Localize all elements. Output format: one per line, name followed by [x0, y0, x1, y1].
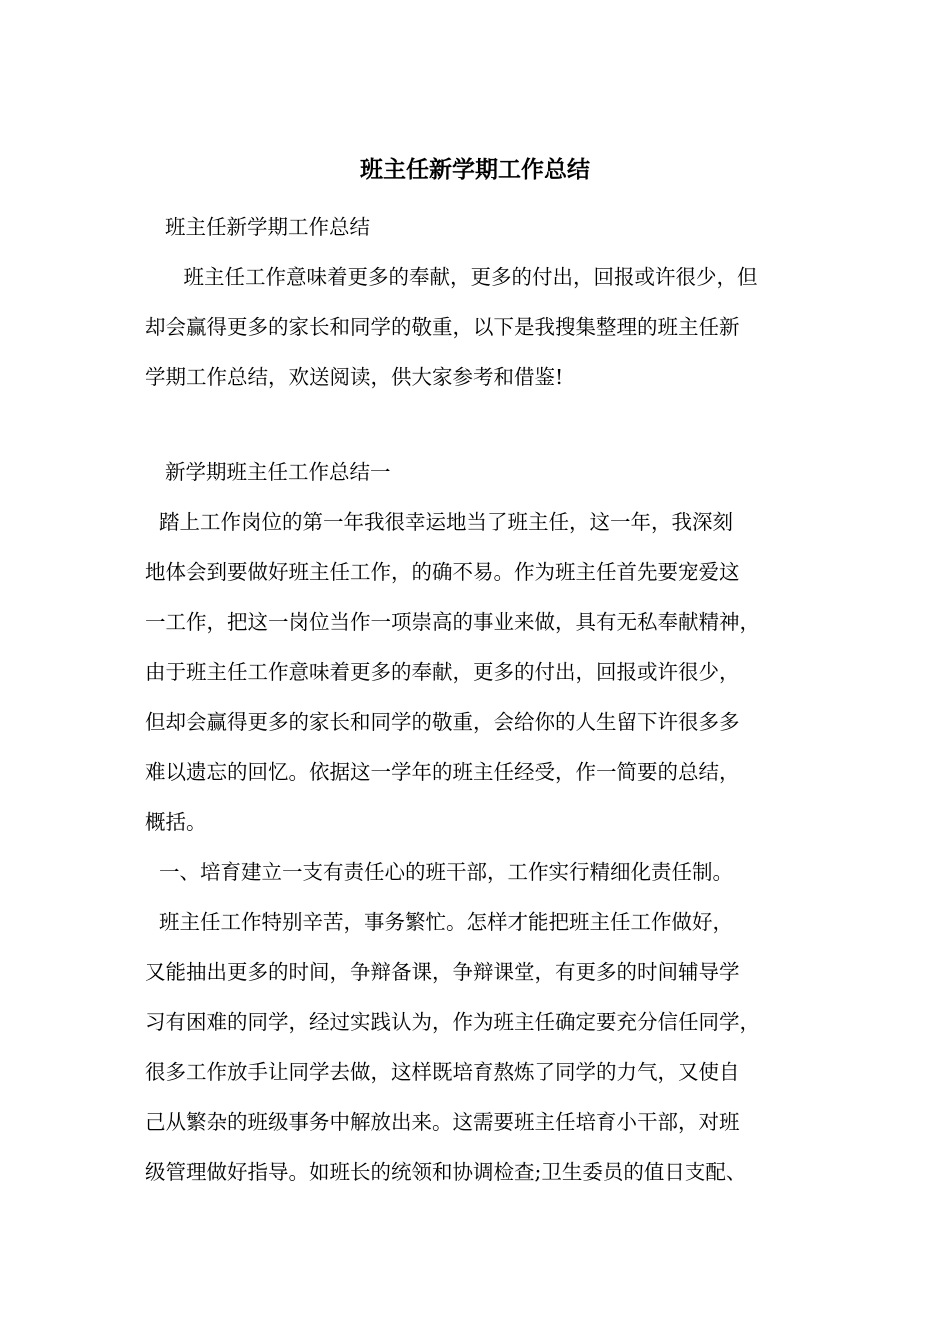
- section-line: 习有困难的同学，经过实践认为，作为班主任确定要充分信任同学，: [145, 1010, 760, 1034]
- section-line: 踏上工作岗位的第一年我很幸运地当了班主任，这一年，我深刻: [159, 510, 733, 534]
- section-line: 但却会赢得更多的家长和同学的敬重，会给你的人生留下许很多多: [145, 710, 740, 734]
- document-body-top: [145, 202, 825, 402]
- section-heading: 新学期班主任工作总结一: [165, 460, 391, 484]
- section-line: 很多工作放手让同学去做，这样既培育熬炼了同学的力气，又使自: [145, 1060, 740, 1084]
- section-subheading: 一、培育建立一支有责任心的班干部，工作实行精细化责任制。: [159, 860, 733, 884]
- section-line: 己从繁杂的班级事务中解放出来。这需要班主任培育小干部，对班: [145, 1110, 740, 1134]
- subtitle-line: 班主任新学期工作总结: [165, 215, 370, 239]
- section-line: 级管理做好指导。如班长的统领和协调检查;卫生委员的值日支配、: [145, 1160, 747, 1184]
- section-line: 班主任工作特别辛苦，事务繁忙。怎样才能把班主任工作做好，: [159, 910, 733, 934]
- section-line: 由于班主任工作意味着更多的奉献，更多的付出，回报或许很少，: [145, 660, 740, 684]
- document-title: 班主任新学期工作总结: [360, 156, 590, 183]
- section-line: 概括。: [145, 810, 207, 834]
- section-line: 一工作，把这一岗位当作一项崇高的事业来做，具有无私奉献精神，: [145, 610, 760, 634]
- section-line: 地体会到要做好班主任工作，的确不易。作为班主任首先要宠爱这: [145, 560, 740, 584]
- intro-line: 却会赢得更多的家长和同学的敬重，以下是我搜集整理的班主任新: [145, 315, 740, 339]
- intro-line: 学期工作总结，欢送阅读，供大家参考和借鉴!: [145, 365, 564, 389]
- document-body-section: [145, 447, 825, 1197]
- section-line: 难以遗忘的回忆。依据这一学年的班主任经受，作一简要的总结，: [145, 760, 740, 784]
- intro-line: 班主任工作意味着更多的奉献，更多的付出，回报或许很少，但: [163, 265, 758, 289]
- section-line: 又能抽出更多的时间，争辩备课，争辩课堂，有更多的时间辅导学: [145, 960, 740, 984]
